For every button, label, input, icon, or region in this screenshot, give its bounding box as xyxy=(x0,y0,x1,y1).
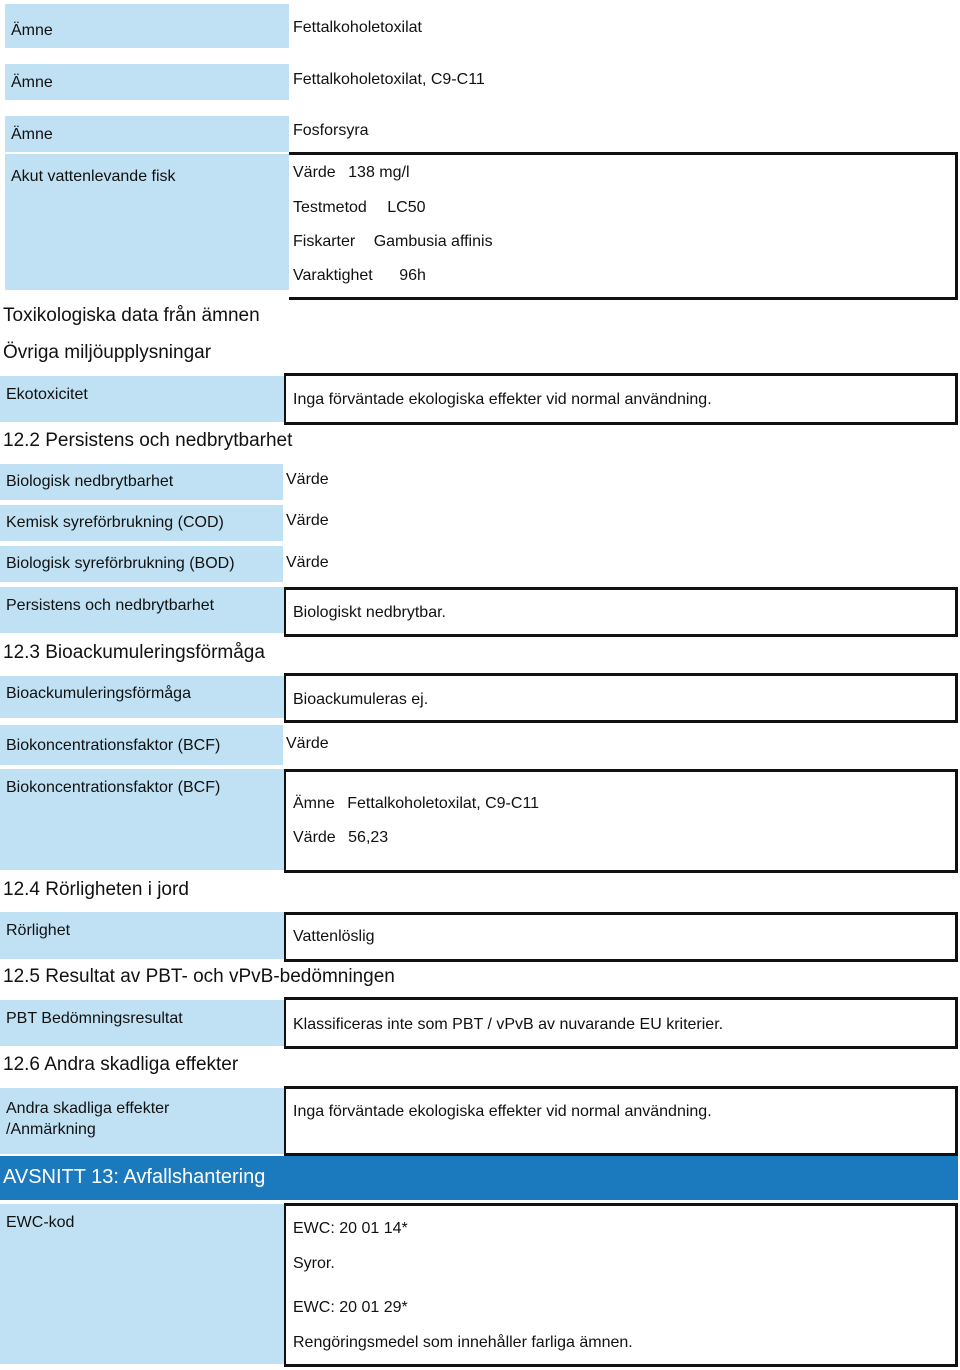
substance-value-1: Fettalkoholetoxilat xyxy=(293,19,422,36)
ewc-line-2: Syror. xyxy=(293,1255,335,1272)
persist-label: Persistens och nedbrytbarhet xyxy=(0,587,284,633)
ewc-label: EWC-kod xyxy=(0,1204,284,1364)
bcf2-value: 56,23 xyxy=(348,829,389,846)
fish-testmethod: LC50 xyxy=(387,199,426,216)
fish-value-row xyxy=(293,164,410,182)
substance-value-2: Fettalkoholetoxilat, C9-C11 xyxy=(293,71,485,88)
bcf2-substance-row xyxy=(293,795,539,813)
bcf2-box xyxy=(284,769,958,873)
pbt-label: PBT Bedömningsresultat xyxy=(0,1000,284,1046)
s126-heading: 12.6 Andra skadliga effekter xyxy=(3,1054,239,1075)
other-effects-value: Inga förväntade ekologiska effekter vid normal användning. xyxy=(293,1103,712,1120)
mobility-box xyxy=(284,912,958,962)
s122-value-3: Värde xyxy=(286,554,329,571)
substance-label-1: Ämne xyxy=(5,4,289,48)
persist-value: Biologiskt nedbrytbar. xyxy=(293,604,446,621)
bcf1-value: Värde xyxy=(286,735,329,752)
eco-value: Inga förväntade ekologiska effekter vid normal användning. xyxy=(293,391,712,408)
s122-label-1: Biologisk nedbrytbarhet xyxy=(0,464,283,500)
section13-banner: AVSNITT 13: Avfallshantering xyxy=(0,1156,958,1200)
fish-testmethod-key: Testmetod xyxy=(293,199,367,216)
bcf1-label: Biokoncentrationsfaktor (BCF) xyxy=(0,725,283,765)
s123-heading: 12.3 Bioackumuleringsförmåga xyxy=(3,642,265,663)
s122-value-2: Värde xyxy=(286,512,329,529)
fish-duration: 96h xyxy=(399,267,426,284)
tox-heading: Toxikologiska data från ämnen xyxy=(3,305,260,326)
other-effects-box xyxy=(284,1086,958,1156)
s122-heading: 12.2 Persistens och nedbrytbarhet xyxy=(3,430,293,451)
fish-duration-key: Varaktighet xyxy=(293,267,373,284)
bio-value: Bioackumuleras ej. xyxy=(293,691,429,708)
s124-heading: 12.4 Rörligheten i jord xyxy=(3,879,189,900)
ewc-line-4: Rengöringsmedel som innehåller farliga ämnen. xyxy=(293,1334,633,1351)
s122-label-2: Kemisk syreförbrukning (COD) xyxy=(0,505,283,541)
substance-label-2: Ämne xyxy=(5,64,289,100)
other-effects-label: Andra skadliga effekter /Anmärkning xyxy=(0,1088,200,1154)
bio-label: Bioackumuleringsförmåga xyxy=(0,676,284,718)
pbt-value: Klassificeras inte som PBT / vPvB av nuvarande EU kriterier. xyxy=(293,1016,724,1033)
bcf2-value-row xyxy=(293,829,388,847)
fish-species: Gambusia affinis xyxy=(373,233,493,250)
ewc-line-1: EWC: 20 01 14* xyxy=(293,1220,408,1237)
substance-value-3: Fosforsyra xyxy=(293,122,369,139)
substance-label-3: Ämne xyxy=(5,116,289,152)
fish-value: 138 mg/l xyxy=(348,164,410,181)
other-heading: Övriga miljöupplysningar xyxy=(3,342,212,363)
bcf2-substance: Fettalkoholetoxilat, C9-C11 xyxy=(347,795,540,812)
mobility-label: Rörlighet xyxy=(0,912,284,959)
fish-species-key: Fiskarter xyxy=(293,233,356,250)
s122-label-3: Biologisk syreförbrukning (BOD) xyxy=(0,546,283,582)
fish-species-row xyxy=(293,233,493,251)
s122-value-1: Värde xyxy=(286,471,329,488)
s125-heading: 12.5 Resultat av PBT- och vPvB-bedömningen xyxy=(3,966,395,987)
bcf2-label: Biokoncentrationsfaktor (BCF) xyxy=(0,769,284,870)
fish-testmethod-row xyxy=(293,199,426,217)
eco-label: Ekotoxicitet xyxy=(0,376,284,422)
other-effects-label-bg xyxy=(200,1088,284,1154)
fish-label: Akut vattenlevande fisk xyxy=(5,154,289,290)
bcf2-substance-key: Ämne xyxy=(293,795,335,812)
fish-duration-row xyxy=(293,267,426,285)
mobility-value: Vattenlöslig xyxy=(293,928,375,945)
bcf2-value-key: Värde xyxy=(293,829,336,846)
ewc-line-3: EWC: 20 01 29* xyxy=(293,1299,408,1316)
fish-value-key: Värde xyxy=(293,164,336,181)
